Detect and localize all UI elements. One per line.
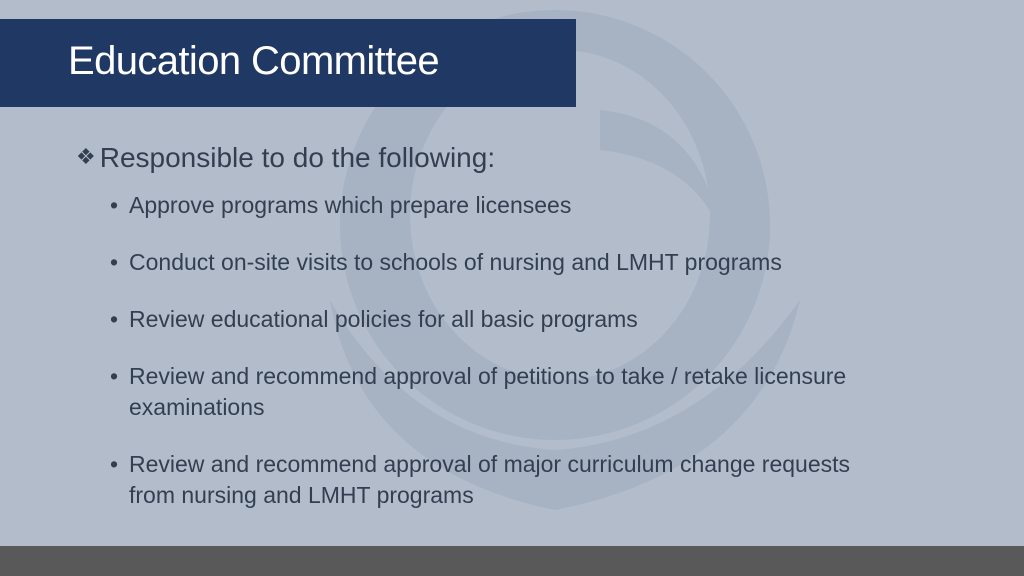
- bullet-dot-icon: •: [110, 363, 119, 389]
- bullet-text: Review and recommend approval of major curriculum change requests from nursing and LMHT programs: [129, 451, 851, 508]
- bullet-item: [110, 247, 890, 278]
- diamond-bullet-icon: ❖: [76, 144, 96, 169]
- bullet-list: [110, 190, 890, 537]
- bullet-item: [110, 449, 890, 511]
- bullet-dot-icon: •: [110, 192, 119, 218]
- bullet-dot-icon: •: [110, 306, 119, 332]
- section-heading-text: Responsible to do the following:: [99, 142, 496, 173]
- bullet-dot-icon: •: [110, 249, 119, 275]
- bullet-text: Approve programs which prepare licensees: [129, 192, 572, 218]
- bullet-text: Review educational policies for all basic programs: [129, 306, 638, 332]
- section-heading: [76, 138, 495, 180]
- bullet-item: [110, 361, 890, 423]
- slide-title: Education Committee: [68, 39, 440, 83]
- bullet-item: [110, 190, 890, 221]
- bullet-text: Review and recommend approval of petitions to take / retake licensure examinations: [129, 363, 847, 420]
- bullet-text: Conduct on-site visits to schools of nursing and LMHT programs: [129, 249, 782, 275]
- footer-bar: [0, 546, 1024, 576]
- bullet-dot-icon: •: [110, 451, 119, 477]
- bullet-item: [110, 304, 890, 335]
